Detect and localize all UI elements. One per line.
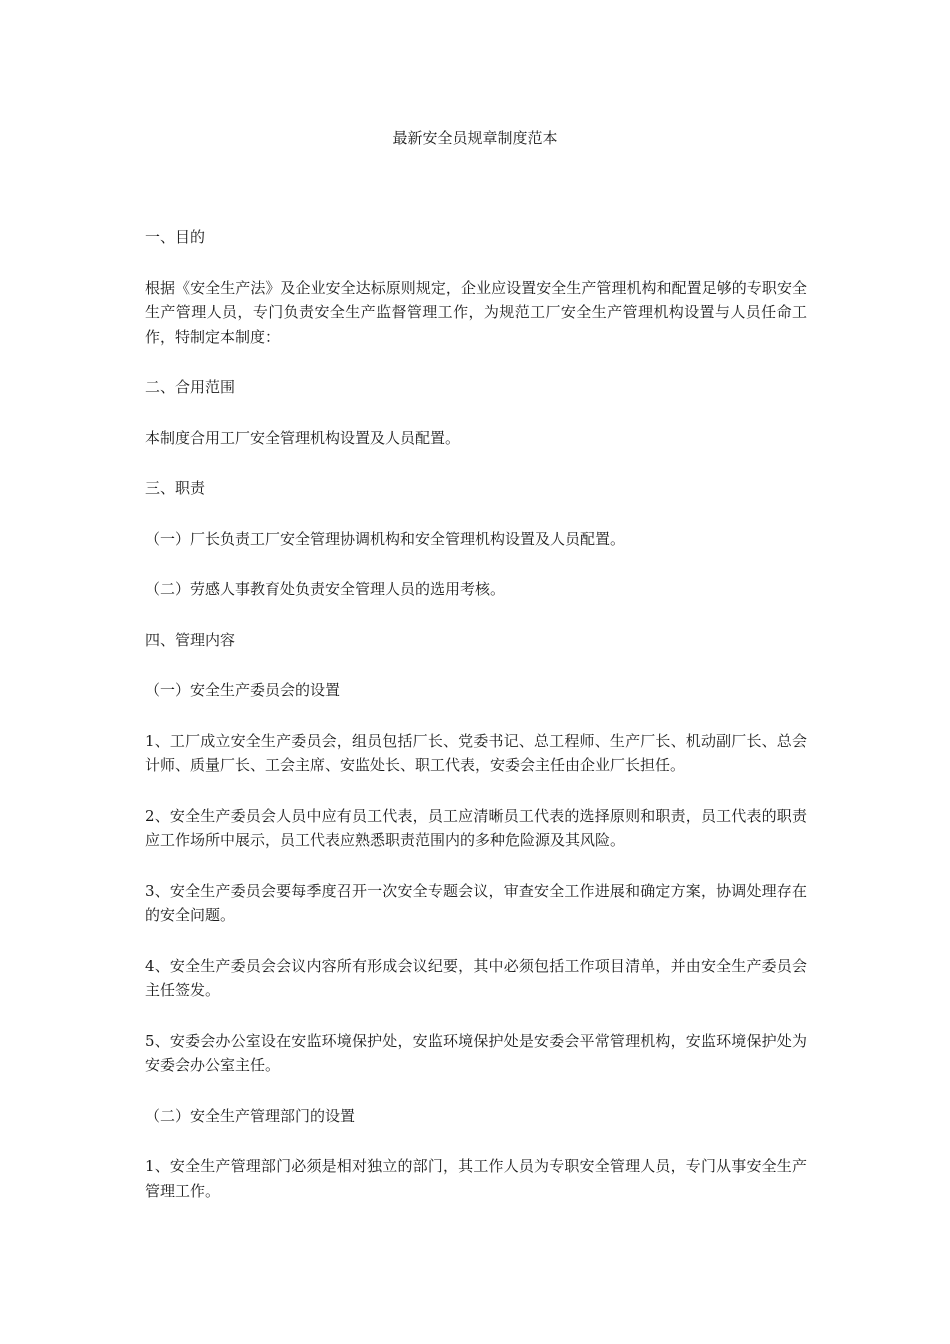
list-item-committee-3: 3、安全生产委员会要每季度召开一次安全专题会议，审查安全工作进展和确定方案，协调处理存在的安全问题。 [145,881,807,924]
section-heading-management: 四、管理内容 [145,630,236,649]
document-title: 最新安全员规章制度范本 [392,129,558,147]
paragraph-purpose: 根据《安全生产法》及企业安全达标原则规定，企业应设置安全生产管理机构和配置足够的专职安全生产管理人员，专门负责安全生产监督管理工作，为规范工厂安全生产管理机构设置与人员任命工作，特制定本制度： [145,278,807,346]
list-item-committee-5: 5、安委会办公室设在安监环境保护处，安监环境保护处是安委会平常管理机构，安监环境保护处为安委会办公室主任。 [145,1031,807,1074]
list-item-committee-4: 4、安全生产委员会会议内容所有形成会议纪要，其中必须包括工作项目清单，并由安全生产委员会主任签发。 [145,956,807,999]
section-heading-scope: 二、合用范围 [145,378,236,396]
section-heading-duties: 三、职责 [145,479,206,497]
section-heading-purpose: 一、目的 [145,228,206,246]
paragraph-duty-2: （二）劳感人事教育处负责安全管理人员的选用考核。 [145,580,506,598]
subsection-heading-committee: （一）安全生产委员会的设置 [145,681,341,699]
list-item-department-1: 1、安全生产管理部门必须是相对独立的部门，其工作人员为专职安全管理人员，专门从事安全生产管理工作。 [145,1157,807,1200]
document-body [145,225,807,1229]
subsection-heading-department: （二）安全生产管理部门的设置 [145,1106,356,1125]
list-item-committee-2: 2、安全生产委员会人员中应有员工代表，员工应清晰员工代表的选择原则和职责，员工代表的职责应工作场所中展示，员工代表应熟悉职责范围内的多种危险源及其风险。 [145,806,807,849]
paragraph-scope: 本制度合用工厂安全管理机构设置及人员配置。 [145,428,461,447]
paragraph-duty-1: （一）厂长负责工厂安全管理协调机构和安全管理机构设置及人员配置。 [145,529,626,548]
list-item-committee-1: 1、工厂成立安全生产委员会，组员包括厂长、党委书记、总工程师、生产厂长、机动副厂长、总会计师、质量厂长、工会主席、安监处长、职工代表，安委会主任由企业厂长担任。 [145,731,807,774]
